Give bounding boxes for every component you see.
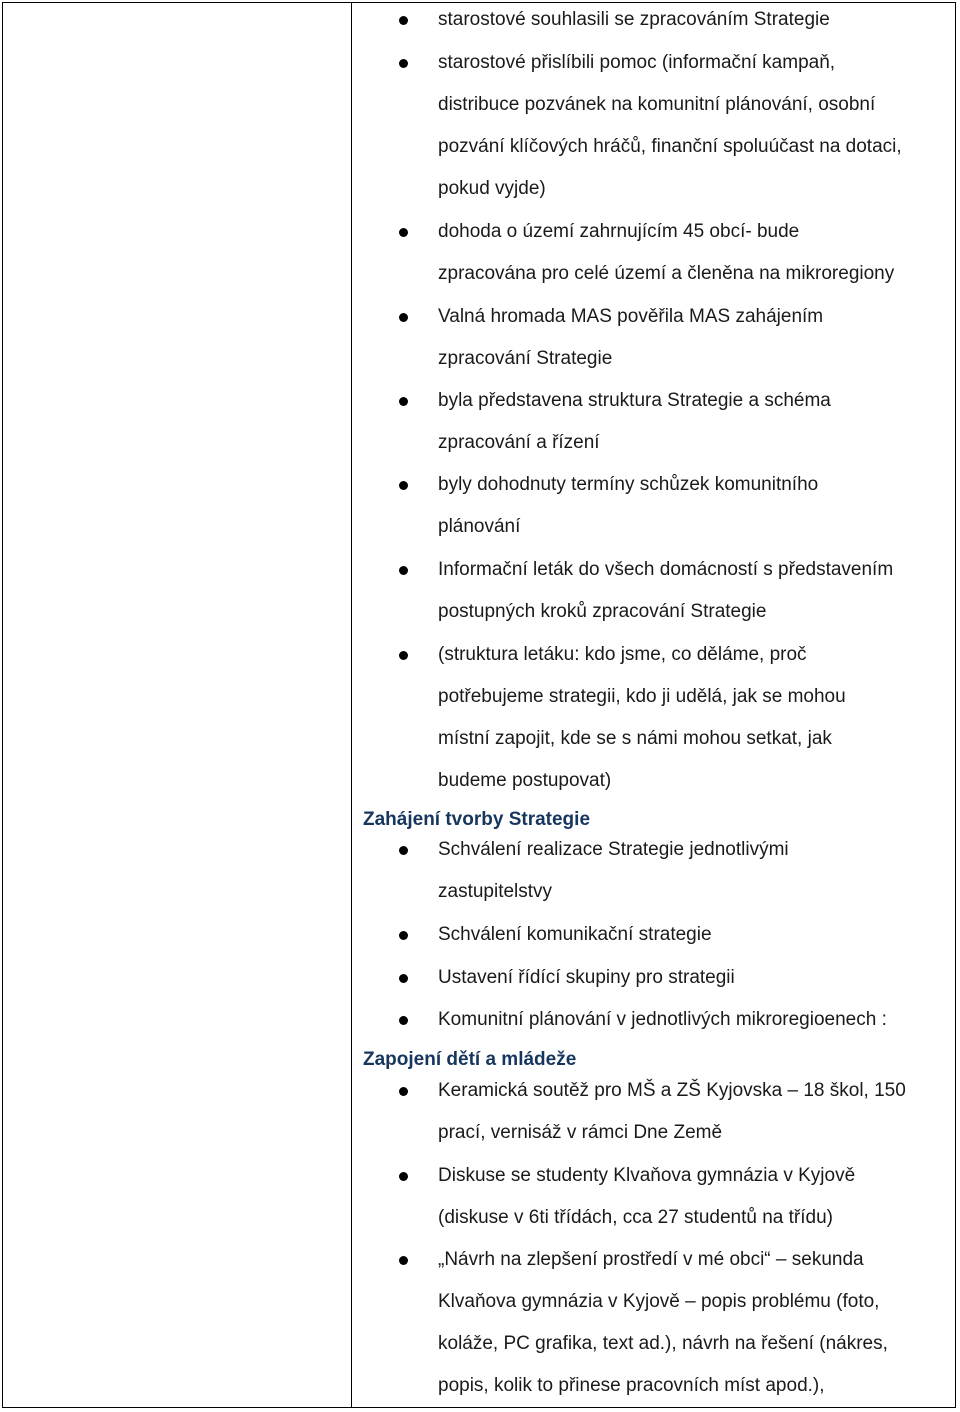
list-item-line: zastupitelstvy [438, 881, 553, 902]
list-item-line: „Návrh na zlepšení prostředí v mé obci“ – sekunda [438, 1249, 864, 1270]
list-item-line: potřebujeme strategii, kdo ji udělá, jak se mohou [438, 686, 846, 707]
bullet-icon [399, 313, 408, 322]
list-item-line: starostové souhlasili se zpracováním Strategie [438, 9, 830, 30]
section-heading: Zahájení tvorby Strategie [363, 809, 591, 830]
list-item-line: distribuce pozvánek na komunitní plánování, osobní [438, 94, 876, 115]
list-item-line: zpracování Strategie [438, 348, 613, 369]
list-item-line: (diskuse v 6ti třídách, cca 27 studentů na třídu) [438, 1207, 833, 1228]
list-item-line: Komunitní plánování v jednotlivých mikroregioenech : [438, 1009, 887, 1030]
list-item-line: Valná hromada MAS pověřila MAS zahájením [438, 306, 824, 327]
bullet-icon [399, 1087, 408, 1096]
bullet-icon [399, 931, 408, 940]
bullet-icon [399, 974, 408, 983]
bullet-icon [399, 481, 408, 490]
list-item-line: pokud vyjde) [438, 178, 546, 199]
list-item-line: starostové přislíbili pomoc (informační kampaň, [438, 52, 836, 73]
list-item-line: Schválení komunikační strategie [438, 924, 712, 945]
bullet-icon [399, 846, 408, 855]
list-item-line: postupných kroků zpracování Strategie [438, 601, 767, 622]
list-item-line: popis, kolik to přinese pracovních míst apod.), [438, 1375, 825, 1396]
list-item-line: Informační leták do všech domácností s představením [438, 559, 894, 580]
list-item-line: místní zapojit, kde se s námi mohou setkat, jak [438, 728, 832, 749]
bullet-icon [399, 228, 408, 237]
bullet-icon [399, 566, 408, 575]
list-item-line: byla představena struktura Strategie a schéma [438, 390, 831, 411]
bullet-icon [399, 1016, 408, 1025]
bullet-icon [399, 16, 408, 25]
list-item-line: pozvání klíčových hráčů, finanční spoluúčast na dotaci, [438, 136, 902, 157]
table-cell-content [352, 2, 954, 1406]
list-item-line: Diskuse se studenty Klvaňova gymnázia v Kyjově [438, 1165, 856, 1186]
list-item-line: zpracování a řízení [438, 432, 600, 453]
list-item-line: zpracována pro celé území a členěna na mikroregiony [438, 263, 895, 284]
list-item-line: dohoda o území zahrnujícím 45 obcí- bude [438, 221, 800, 242]
list-item-line: prací, vernisáž v rámci Dne Země [438, 1122, 723, 1143]
list-item-line: byly dohodnuty termíny schůzek komunitního [438, 474, 819, 495]
list-item-line: Keramická soutěž pro MŠ a ZŠ Kyjovska – 18 škol, 150 [438, 1080, 906, 1101]
list-item-line: plánování [438, 516, 521, 537]
bullet-icon [399, 397, 408, 406]
section-heading: Zapojení dětí a mládeže [363, 1049, 577, 1070]
list-item-line: budeme postupovat) [438, 770, 612, 791]
bullet-icon [399, 1172, 408, 1181]
list-item-line: Klvaňova gymnázia v Kyjově – popis problému (foto, [438, 1291, 880, 1312]
bullet-icon [399, 59, 408, 68]
list-item-line: (struktura letáku: kdo jsme, co děláme, proč [438, 644, 807, 665]
list-item-line: Schválení realizace Strategie jednotlivými [438, 839, 789, 860]
list-item-line: koláže, PC grafika, text ad.), návrh na řešení (nákres, [438, 1333, 888, 1354]
bullet-icon [399, 651, 408, 660]
bullet-icon [399, 1256, 408, 1265]
list-item-line: Ustavení řídící skupiny pro strategii [438, 967, 735, 988]
